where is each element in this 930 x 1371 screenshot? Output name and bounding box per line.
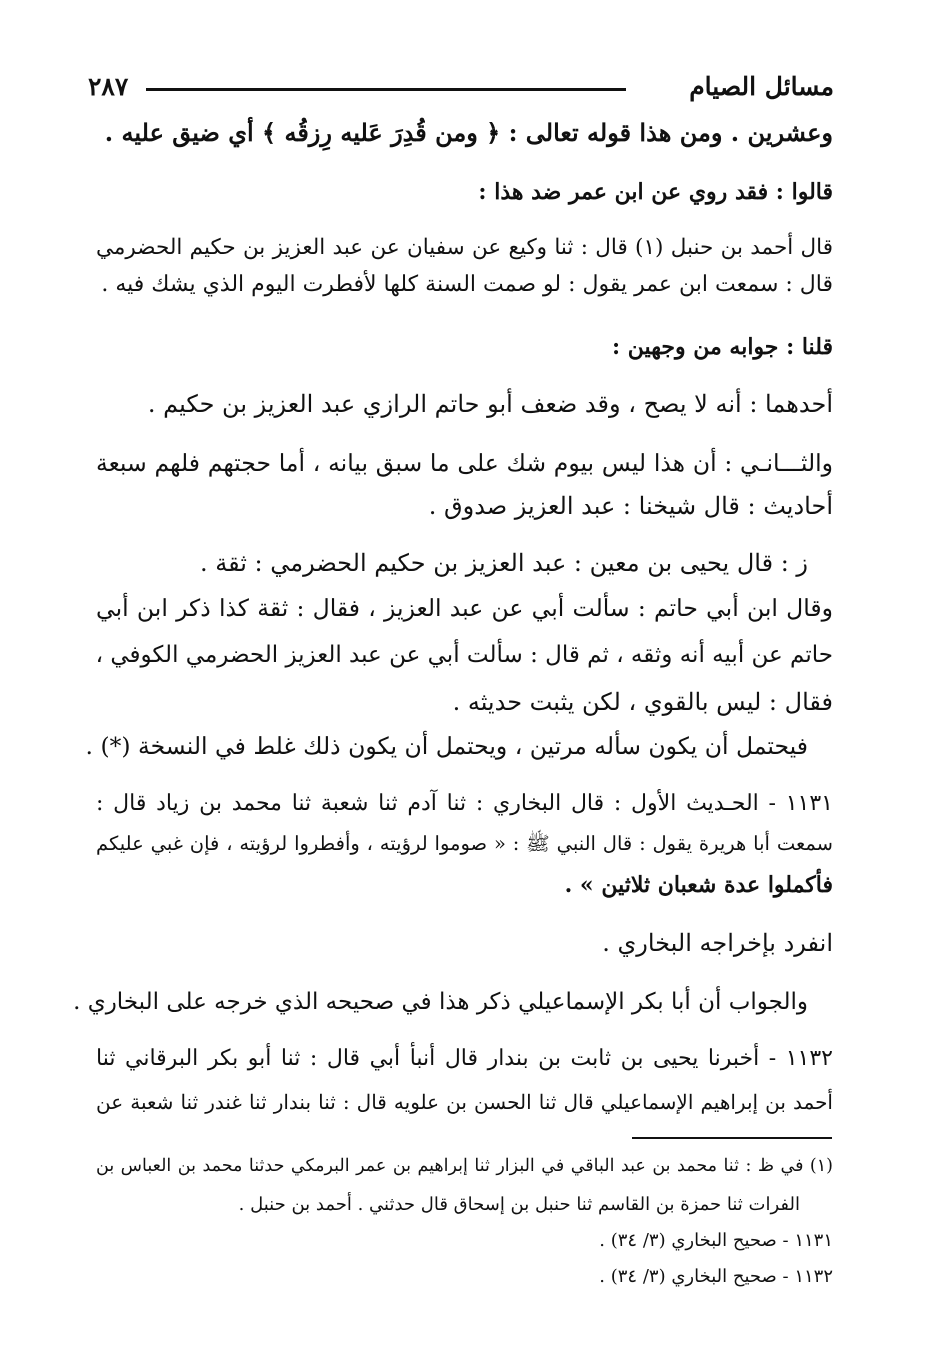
text-line: قالوا : فقد روي عن ابن عمر ضد هذا : [478,179,833,205]
text-line: قال : سمعت ابن عمر يقول : لو صمت السنة كلها لأفطرت اليوم الذي يشك فيه . [101,272,833,297]
running-title: مسائل الصيام [689,72,834,101]
text-line: وقال ابن أبي حاتم : سألت أبي عن عبد العزيز ، فقال : ثقة كذا ذكر ابن أبي [96,594,833,622]
footnote-rule [632,1137,832,1139]
text-line: قلنا : جوابه من وجهين : [612,334,833,360]
text-line: وعشرين . ومن هذا قوله تعالى : ﴿ ومن قُدِرَ عَليه رِزقُه ﴾ أي ضيق عليه . [104,118,833,147]
text-line: حاتم عن أبيه أنه وثقه ، ثم قال : سألت أبي عن عبد العزيز الحضرمي الكوفي ، [95,642,833,668]
text-line: أحمد بن إبراهيم الإسماعيلي قال ثنا الحسن بن علويه قال : ثنا بندار ثنا غندر ثنا شعبة عن [96,1090,833,1114]
footnote-line: ١١٣٢ - صحيح البخاري (٣/ ٣٤) . [599,1266,833,1287]
page-number: ٢٨٧ [88,72,129,101]
text-line: ١١٣١ - الحـديث الأول : قال البخاري : ثنا آدم ثنا شعبة ثنا محمد بن زياد قال : [96,791,833,816]
footnote-line: الفرات ثنا حمزة بن القاسم ثنا حنبل بن إسحاق قال حدثني . أحمد بن حنبل . [238,1194,800,1215]
text-line: والثـــانـي : أن هذا ليس بيوم شك على ما سبق بيانه ، أما حجتهم فلهم سبعة [96,449,833,477]
text-line: فأكملوا عدة شعبان ثلاثين » . [564,872,833,898]
text-line: أحاديث : قال شيخنا : عبد العزيز صدوق . [428,492,833,520]
text-line: قال أحمد بن حنبل (١) قال : ثنا وكيع عن سفيان عن عبد العزيز بن حكيم الحضرمي [96,235,833,260]
text-line: ز : قال يحيى بن معين : عبد العزيز بن حكيم الحضرمي : ثقة . [199,549,808,577]
text-line: فيحتمل أن يكون سأله مرتين ، ويحتمل أن يكون ذلك غلط في النسخة (*) . [85,732,808,760]
footnote-line: ١١٣١ - صحيح البخاري (٣/ ٣٤) . [599,1230,833,1251]
footnote-line: (١) في ظ : ثنا محمد بن عبد الباقي في البزار ثنا إبراهيم بن عمر البرمكي حدثنا محمد بن العباس بن [96,1156,833,1176]
text-line: ١١٣٢ - أخبرنا يحيى بن ثابت بن بندار قال أنبأ أبي قال : ثنا أبو بكر البرقاني ثنا [96,1046,833,1071]
text-line: فقال : ليس بالقوي ، لكن يثبت حديثه . [452,688,833,716]
page-header [88,72,834,112]
text-line: والجواب أن أبا بكر الإسماعيلي ذكر هذا في صحيحه الذي خرجه على البخاري . [73,989,808,1015]
text-line: سمعت أبا هريرة يقول : قال النبي ﷺ : « صوموا لرؤيته ، وأفطروا لرؤيته ، فإن غبي عليكم [96,832,833,855]
header-rule [146,88,626,91]
text-line: أحدهما : أنه لا يصح ، وقد ضعف أبو حاتم الرازي عبد العزيز بن حكيم . [147,390,833,418]
text-line: انفرد بإخراجه البخاري . [602,929,833,957]
